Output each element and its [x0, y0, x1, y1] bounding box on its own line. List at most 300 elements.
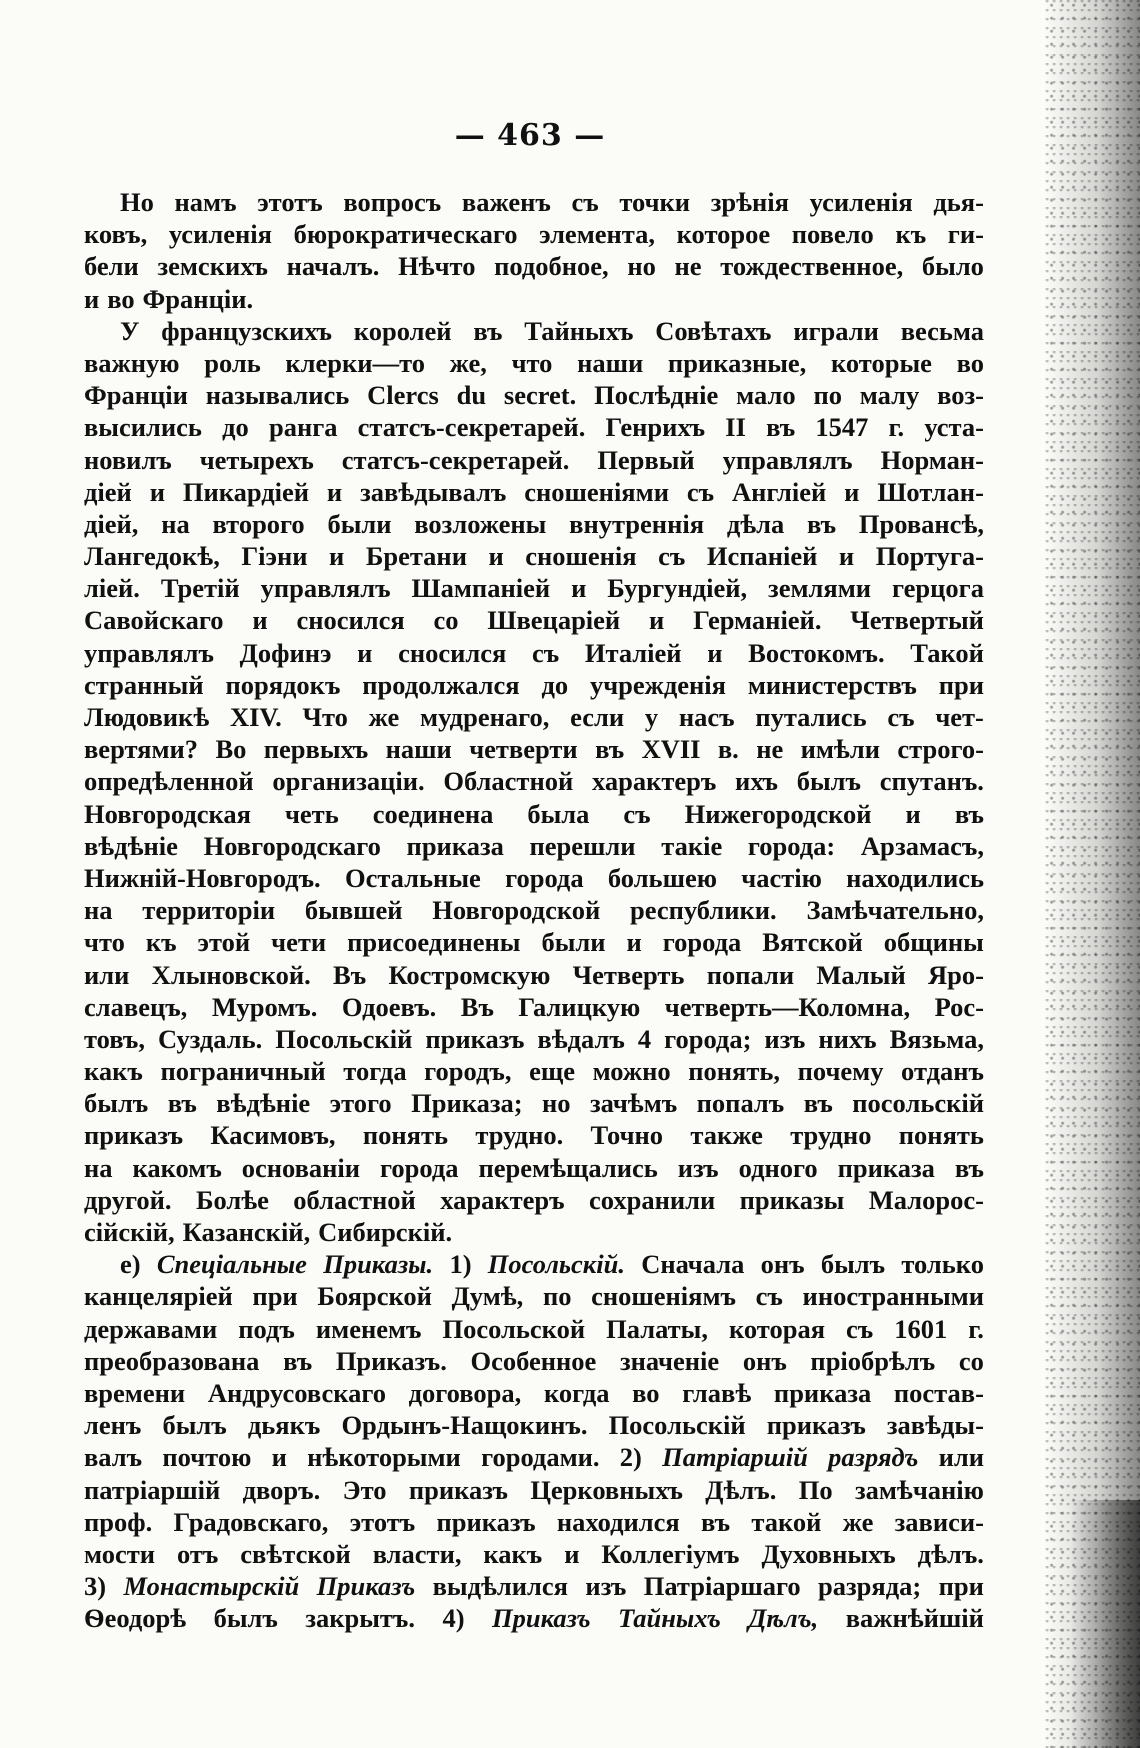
word: порядокъ — [225, 669, 341, 700]
word: по — [813, 380, 842, 411]
word: не — [756, 734, 784, 765]
word: посольскій — [852, 1088, 984, 1119]
word: областной — [293, 1184, 416, 1215]
word: 4) — [442, 1603, 465, 1634]
word: Касимовъ, — [210, 1120, 336, 1151]
text-line — [84, 250, 984, 282]
word: четь — [284, 798, 339, 829]
word: Областной — [443, 766, 574, 797]
word: и — [252, 605, 268, 636]
word: приказные, — [667, 347, 807, 378]
word: во — [956, 347, 984, 378]
word: в. — [717, 734, 739, 765]
word: со — [958, 1345, 984, 1376]
word: чети — [271, 927, 327, 958]
word: частію — [741, 862, 822, 893]
word: По — [798, 1474, 833, 1505]
word: наши — [577, 347, 644, 378]
word: приказъ — [766, 1410, 866, 1441]
word: Коллегіумъ — [601, 1538, 740, 1569]
word: была — [527, 798, 590, 829]
word: Вятской — [762, 927, 863, 958]
text-line — [84, 1313, 984, 1345]
word: времени — [84, 1377, 186, 1408]
word: когда — [543, 1377, 610, 1408]
word: и — [488, 541, 504, 572]
word: Испаніей — [706, 541, 818, 572]
word: и — [357, 637, 373, 668]
word: отданъ — [901, 1056, 984, 1087]
word: Точно — [590, 1120, 664, 1151]
text-line — [84, 1119, 984, 1151]
word: клерки—то — [285, 347, 425, 378]
word: Швецаріей — [487, 605, 621, 636]
word: которая — [728, 1313, 826, 1344]
word: Во — [215, 734, 247, 765]
word: еще — [529, 1056, 576, 1087]
word: находились — [846, 862, 984, 893]
word: характеръ — [440, 1184, 565, 1215]
word: Новгородской — [432, 895, 601, 926]
word: Боярской — [317, 1281, 432, 1312]
word: ги- — [947, 219, 984, 250]
word: понять — [898, 1120, 984, 1151]
word: герцога — [891, 573, 984, 604]
word: У — [120, 315, 140, 346]
word: Одоевъ. — [341, 991, 437, 1022]
text-line — [84, 894, 984, 926]
word: приказы — [739, 1184, 845, 1215]
word: разряда; — [818, 1571, 922, 1602]
word: Малорос- — [868, 1184, 984, 1215]
text-line — [84, 476, 984, 508]
text-line — [84, 604, 984, 636]
word: Людовикѣ — [84, 702, 210, 732]
text-line — [84, 411, 984, 443]
word: продолжался — [362, 669, 520, 700]
word: что — [511, 347, 553, 378]
text-line — [84, 1538, 984, 1570]
word: Монастырскій — [123, 1571, 300, 1602]
word: по — [542, 1281, 572, 1312]
word: XIV. — [229, 702, 282, 732]
word: e) — [120, 1249, 141, 1280]
word: общины — [883, 927, 984, 958]
word: но — [627, 251, 656, 282]
word: Приказа; — [411, 1088, 523, 1119]
word: Бретани — [365, 541, 467, 572]
word: подобное, — [494, 251, 609, 282]
word: до — [541, 669, 569, 700]
text-line — [84, 637, 984, 669]
word: Нижегородской — [684, 798, 872, 829]
word: secret. — [503, 380, 577, 411]
word: характеръ — [591, 766, 717, 797]
word: и — [838, 541, 855, 572]
word: договора, — [408, 1377, 522, 1408]
word: во — [107, 283, 135, 314]
word: съ — [532, 637, 560, 668]
word: управлялъ — [722, 444, 853, 475]
word: соединена — [372, 798, 494, 829]
word: съ — [887, 702, 915, 732]
word: перешли — [529, 830, 636, 861]
word: Дѣлъ, — [748, 1603, 819, 1634]
word: и — [329, 541, 345, 572]
word: съ — [686, 476, 715, 507]
word: землями — [768, 573, 872, 604]
word: канцеляріей — [84, 1281, 233, 1312]
word: Франціи — [84, 380, 188, 411]
word: Новгородскаго — [203, 830, 381, 861]
word: 3) — [84, 1571, 107, 1602]
text-line — [84, 959, 984, 991]
word: приказа — [773, 1377, 872, 1408]
word: Португа- — [875, 541, 984, 572]
word: значеніе — [619, 1345, 720, 1376]
word: мости — [84, 1538, 155, 1569]
word: Что — [302, 702, 348, 732]
word: королей — [353, 315, 452, 346]
text-line — [84, 1345, 984, 1377]
body-text — [84, 186, 984, 1634]
word: были — [327, 508, 392, 539]
text-line — [84, 765, 984, 797]
word: отъ — [176, 1538, 219, 1569]
word: вѣдалъ — [537, 1023, 625, 1054]
word: 1601 — [894, 1313, 948, 1344]
word: разрядъ — [828, 1442, 919, 1473]
word: города: — [747, 830, 836, 861]
text-line — [84, 444, 984, 476]
text-line — [84, 926, 984, 958]
word: нѣкоторыми — [307, 1442, 461, 1473]
word: какъ — [84, 1056, 143, 1087]
word: державами — [84, 1313, 218, 1344]
word: играли — [793, 315, 879, 346]
word: діей, — [84, 508, 139, 539]
text-line — [84, 862, 984, 894]
word: Ордынъ-Нащокинъ. — [341, 1410, 588, 1441]
word: съ — [846, 1313, 874, 1344]
text-line — [84, 540, 984, 572]
word: къ — [145, 927, 177, 958]
word: назывались — [205, 380, 350, 411]
word: проф. — [84, 1506, 153, 1537]
word: Въ — [333, 959, 367, 990]
text-line — [84, 991, 984, 1023]
text-line — [84, 379, 984, 411]
word: внутреннія — [569, 508, 705, 539]
word: тогда — [343, 1056, 407, 1087]
word: и — [271, 1442, 287, 1473]
word: города — [662, 927, 742, 958]
word: Галицкую — [518, 991, 641, 1022]
text-line — [84, 347, 984, 379]
word: Приказъ — [316, 1571, 416, 1602]
word: бюрократическаго — [293, 219, 518, 250]
word: постав- — [893, 1377, 984, 1408]
word: такой — [751, 1506, 822, 1537]
word: понять — [362, 1120, 449, 1151]
word: Спеціальные — [156, 1249, 307, 1280]
word: ковъ, — [84, 219, 148, 250]
word: именемъ — [315, 1313, 422, 1344]
word: Духовныхъ — [761, 1538, 896, 1569]
word: почтою — [162, 1442, 252, 1473]
text-line — [84, 508, 984, 540]
word: сношенія — [525, 541, 637, 572]
word: четверть—Коломна, — [664, 991, 911, 1022]
word: былъ — [84, 1088, 149, 1119]
word: другой. — [84, 1184, 172, 1215]
word: одного — [738, 1152, 818, 1183]
word: въ — [473, 315, 503, 346]
text-line — [84, 1087, 984, 1119]
word: изъ — [677, 1152, 719, 1183]
word: четверти — [469, 734, 578, 765]
word: завѣдывалъ — [360, 476, 507, 507]
word: Дофинэ — [239, 637, 332, 668]
word: Казанскій, — [182, 1217, 311, 1247]
word: не — [674, 251, 702, 282]
scanned-page-edge — [1045, 0, 1140, 1748]
word: министерствъ — [747, 669, 917, 700]
text-line — [84, 1023, 984, 1055]
word: управлялъ — [84, 637, 214, 668]
word: Замѣчательно, — [806, 895, 984, 926]
word: дья- — [933, 187, 984, 217]
word: Хлыновской. — [151, 959, 311, 990]
word: и — [649, 605, 665, 636]
word: которое — [676, 219, 771, 250]
word: и — [326, 476, 343, 507]
text-line — [84, 1248, 984, 1280]
word: важную — [84, 347, 180, 378]
scanned-page-edge-shadow — [1070, 1500, 1140, 1748]
word: Думѣ, — [451, 1281, 524, 1312]
text-line — [84, 1377, 984, 1409]
word: закрытъ. — [305, 1603, 416, 1634]
word: бывшей — [304, 895, 403, 926]
word: и — [707, 637, 723, 668]
word: строго- — [897, 734, 984, 765]
word: уста- — [924, 412, 984, 443]
word: на — [84, 1152, 113, 1183]
text-line — [84, 733, 984, 765]
word: Ѳеодорѣ — [84, 1603, 187, 1634]
word: Лангедокѣ, — [84, 541, 220, 572]
word: Бургундіей, — [607, 573, 748, 604]
word: французскихъ — [161, 315, 332, 346]
word: насъ — [678, 702, 735, 732]
word: вѣдѣніе — [216, 1088, 311, 1119]
word: какомъ — [132, 1152, 222, 1183]
word: въ — [954, 798, 984, 829]
word: сносился — [296, 605, 405, 636]
word: Сначала — [641, 1249, 745, 1280]
word: сношеніямъ — [591, 1281, 737, 1312]
text-line — [84, 572, 984, 604]
text-line — [84, 1474, 984, 1506]
word: Арзамасъ, — [860, 830, 984, 861]
word: возложены — [414, 508, 547, 539]
word: 4 — [637, 1023, 652, 1054]
word: до — [222, 412, 249, 443]
word: воз- — [937, 380, 984, 411]
word: или — [938, 1442, 984, 1473]
word: управлялъ — [260, 573, 391, 604]
word: что — [84, 927, 125, 958]
word: пограничный — [160, 1056, 326, 1087]
word: города — [505, 862, 584, 893]
word: Болѣе — [195, 1184, 269, 1215]
word: приказъ — [84, 1120, 184, 1151]
word: пріобрѣлъ — [810, 1345, 936, 1376]
text-line — [84, 1570, 984, 1602]
word: при — [938, 669, 984, 700]
word: и — [84, 283, 100, 314]
word: этой — [197, 927, 251, 958]
word: или — [84, 959, 130, 990]
text-line — [84, 1441, 984, 1473]
word: преобразована — [84, 1345, 260, 1376]
word: чет- — [935, 702, 984, 732]
word: онъ — [760, 1249, 805, 1280]
word: опредѣленной — [84, 766, 254, 797]
word: бели — [84, 251, 139, 282]
word: сійскій, — [84, 1217, 175, 1247]
word: основаніи — [241, 1152, 361, 1183]
word: учрежденія — [589, 669, 726, 700]
word: Вязьма, — [889, 1023, 984, 1054]
word: трудно. — [475, 1120, 564, 1151]
text-line — [84, 1280, 984, 1312]
word: весьма — [900, 315, 984, 346]
word: этотъ — [257, 187, 323, 217]
word: Андрусовскаго — [207, 1377, 386, 1408]
word: Востокомъ. — [748, 637, 885, 668]
word: II — [725, 412, 746, 443]
word: ранга — [268, 412, 338, 443]
word: почему — [797, 1056, 884, 1087]
word: Такой — [910, 637, 984, 668]
word: Англіей — [731, 476, 827, 507]
word: Посольской — [442, 1313, 586, 1344]
word: Провансѣ, — [858, 508, 984, 539]
word: Шотлан- — [877, 476, 984, 507]
word: нихъ — [818, 1023, 877, 1054]
word: статсъ-секретарей. — [357, 412, 586, 443]
word: въ — [283, 1345, 313, 1376]
word: товъ, — [84, 1023, 145, 1054]
word: дьякъ — [247, 1410, 321, 1441]
word: же, — [449, 347, 487, 378]
word: былъ — [213, 1603, 278, 1634]
word: du — [456, 380, 487, 411]
word: ихъ — [735, 766, 779, 797]
word: Савойскаго — [84, 605, 224, 636]
word: дѣла — [726, 508, 785, 539]
word: высились — [84, 412, 202, 443]
word: Въ — [460, 991, 494, 1022]
word: Дѣлъ. — [705, 1474, 777, 1505]
word: Остальные — [344, 862, 481, 893]
word: былъ — [796, 766, 861, 797]
text-line — [84, 1152, 984, 1184]
text-line — [84, 186, 984, 218]
word: къ — [895, 219, 927, 250]
word: свѣтской — [240, 1538, 351, 1569]
word: этого — [329, 1088, 392, 1119]
text-line — [84, 1506, 984, 1538]
word: какъ — [483, 1538, 543, 1569]
word: статсъ-секретарей. — [341, 444, 570, 475]
word: странный — [84, 669, 204, 700]
word: только — [901, 1249, 984, 1280]
word: организаціи. — [272, 766, 425, 797]
text-line — [84, 283, 984, 315]
word: Приказы. — [323, 1249, 434, 1280]
word: намъ — [174, 187, 237, 217]
word: городами. — [481, 1442, 600, 1473]
word: зачѣмъ — [590, 1088, 678, 1119]
word: г. — [888, 412, 905, 443]
word: присоединены — [347, 927, 521, 958]
word: такіе — [661, 830, 723, 861]
word: Градовскаго, — [173, 1506, 329, 1537]
word: приказъ — [425, 1023, 525, 1054]
word: усиленія — [168, 219, 272, 250]
word: города; — [664, 1023, 752, 1054]
word: Франціи. — [142, 283, 254, 314]
word: со — [433, 605, 459, 636]
word: власти, — [372, 1538, 462, 1569]
word: республики. — [630, 895, 777, 926]
word: трудно — [790, 1120, 872, 1151]
word: Особенное — [470, 1345, 597, 1376]
word: второго — [212, 508, 305, 539]
text-line — [84, 1184, 984, 1216]
text-line — [84, 701, 984, 733]
text-line — [84, 315, 984, 347]
word: Муромъ. — [211, 991, 318, 1022]
word: приказа — [406, 830, 504, 861]
word: на — [84, 895, 113, 926]
word: Палаты, — [606, 1313, 708, 1344]
word: и — [571, 573, 587, 604]
word: Тайныхъ — [617, 1603, 721, 1634]
word: Послѣдніе — [594, 380, 719, 411]
word: Церковныхъ — [530, 1474, 683, 1505]
word: четырехъ — [199, 444, 314, 475]
word: земскихъ — [157, 251, 268, 282]
word: Тайныхъ — [524, 315, 634, 346]
word: Нѣчто — [398, 251, 476, 282]
word: Третій — [160, 573, 240, 604]
word: Посольскій — [608, 1410, 746, 1441]
word: приказъ — [436, 1506, 536, 1537]
word: путались — [755, 702, 867, 732]
word: находился — [556, 1506, 680, 1537]
word: Четвертый — [850, 605, 984, 636]
word: малу — [859, 380, 920, 411]
word: и — [905, 798, 921, 829]
word: былъ — [162, 1410, 227, 1441]
word: славецъ, — [84, 991, 188, 1022]
word: спутанъ. — [879, 766, 984, 797]
word: приказа — [837, 1152, 935, 1183]
